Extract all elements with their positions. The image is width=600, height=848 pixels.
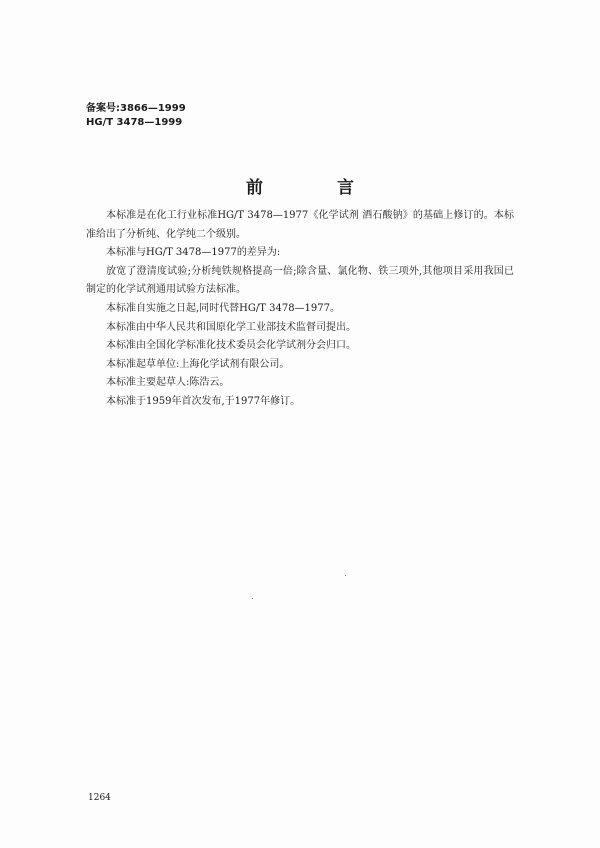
paragraph: 本标准由中华人民共和国原化学工业部技术监督司提出。	[106, 321, 356, 333]
page-number: 1264	[88, 793, 111, 803]
paragraph: 放宽了澄清度试验;分析纯铁规格提高一倍;除含量、氯化物、铁三项外,其他项目采用我国已制定的化学试剂通用试验方法标准。	[86, 265, 514, 296]
paragraph: 本标准自实施之日起,同时代替HG/T 3478—1977。	[106, 302, 341, 314]
document-body	[86, 207, 514, 412]
document-header	[86, 102, 186, 130]
paragraph: 本标准于1959年首次发布,于1977年修订。	[106, 395, 301, 407]
standard-code: HG/T 3478—1999	[86, 117, 183, 128]
paragraph: 本标准起草单位:上海化学试剂有限公司。	[106, 358, 290, 370]
paragraph: 本标准由全国化学标准化技术委员会化学试剂分会归口。	[106, 340, 356, 352]
paragraph: 本标准是在化工行业标准HG/T 3478—1977《化学试剂 酒石酸钠》的基础上修订的。本标准给出了分析纯、化学纯二个级别。	[86, 210, 514, 240]
page-title: 前 言	[246, 178, 388, 198]
record-number: 备案号:3866—1999	[86, 103, 186, 114]
scan-speck	[252, 598, 253, 599]
scan-speck	[345, 575, 346, 576]
paragraph: 本标准主要起草人:陈浩云。	[106, 377, 230, 389]
paragraph: 本标准与HG/T 3478—1977的差异为:	[106, 247, 281, 259]
